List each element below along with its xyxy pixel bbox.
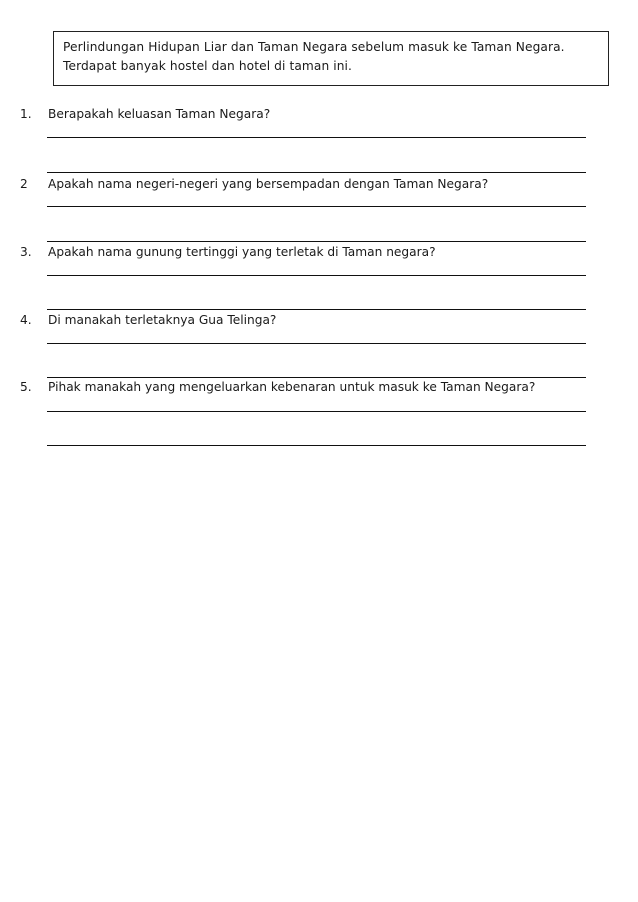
answer-line[interactable]: [47, 137, 586, 138]
question-4: [0, 313, 638, 333]
question-text: Apakah nama negeri-negeri yang bersempadan dengan Taman Negara?: [48, 177, 489, 191]
question-text: Pihak manakah yang mengeluarkan kebenaran untuk masuk ke Taman Negara?: [48, 380, 536, 394]
question-text: Apakah nama gunung tertinggi yang terletak di Taman negara?: [48, 245, 436, 259]
answer-line[interactable]: [47, 172, 586, 173]
question-number: 5.: [20, 380, 32, 394]
answer-line[interactable]: [47, 377, 586, 378]
question-number: 1.: [20, 107, 32, 121]
answer-line[interactable]: [47, 411, 586, 412]
question-1: [0, 107, 638, 127]
question-text: Berapakah keluasan Taman Negara?: [48, 107, 271, 121]
answer-line[interactable]: [47, 241, 586, 242]
question-number: 4.: [20, 313, 32, 327]
answer-line[interactable]: [47, 343, 586, 344]
question-5: [0, 380, 638, 400]
passage-line-1: Perlindungan Hidupan Liar dan Taman Negara sebelum masuk ke Taman Negara.: [63, 40, 565, 54]
answer-line[interactable]: [47, 445, 586, 446]
answer-line[interactable]: [47, 206, 586, 207]
question-number: 3.: [20, 245, 32, 259]
answer-line[interactable]: [47, 309, 586, 310]
question-text: Di manakah terletaknya Gua Telinga?: [48, 313, 277, 327]
passage-box: [53, 31, 609, 86]
question-number: 2: [20, 177, 28, 191]
question-3: [0, 245, 638, 265]
question-2: [0, 177, 638, 197]
answer-line[interactable]: [47, 275, 586, 276]
passage-line-2: Terdapat banyak hostel dan hotel di taman ini.: [63, 59, 353, 73]
